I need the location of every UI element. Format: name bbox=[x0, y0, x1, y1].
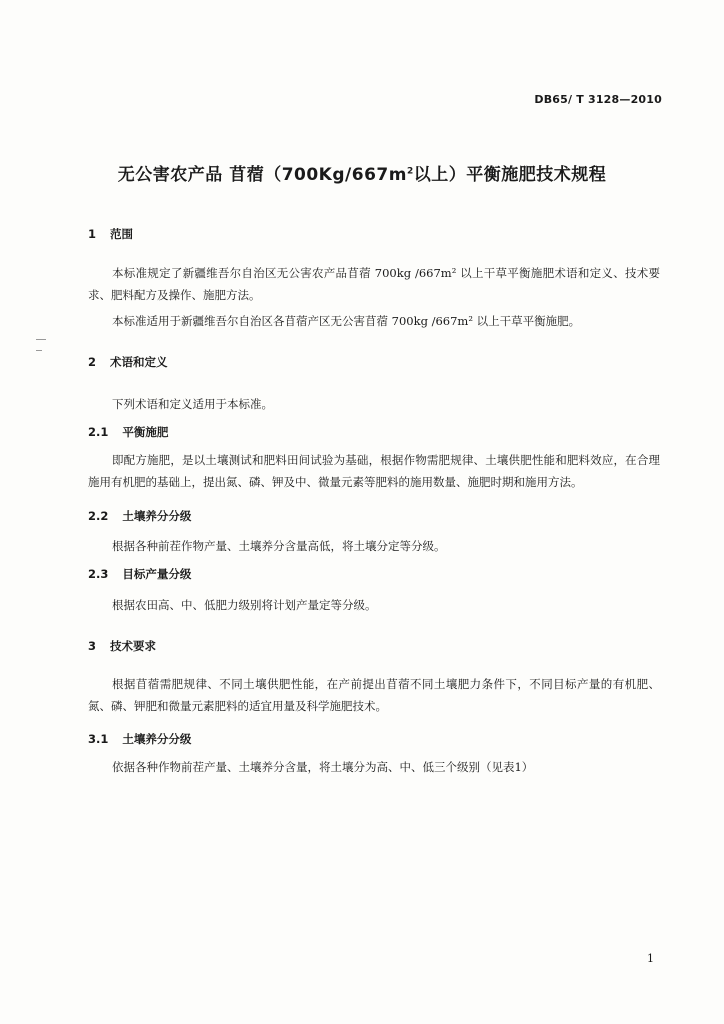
section-2-2-heading bbox=[88, 508, 191, 524]
section-title: 范围 bbox=[110, 227, 134, 241]
section-1-heading bbox=[88, 226, 133, 242]
section-2-intro: 下列术语和定义适用于本标准。 bbox=[112, 397, 273, 411]
section-1-paragraph-1: 本标准规定了新疆维吾尔自治区无公害农产品苜蓿 700kg /667m² 以上干草平衡施肥术语和定义、技术要求、肥料配方及操作、施肥方法。 bbox=[88, 266, 660, 302]
section-title: 土壤养分分级 bbox=[122, 509, 192, 523]
section-number: 3.1 bbox=[88, 732, 109, 746]
section-number: 3 bbox=[88, 639, 97, 653]
section-number: 2 bbox=[88, 355, 97, 369]
section-2-1-paragraph: 即配方施肥，是以土壤测试和肥料田间试验为基础，根据作物需肥规律、土壤供肥性能和肥料效应，在合理施用有机肥的基础上，提出氮、磷、钾及中、微量元素等肥料的施用数量、施肥时期和施用方法。 bbox=[88, 453, 660, 489]
section-2-2-paragraph: 根据各种前茬作物产量、土壤养分含量高低，将土壤分定等分级。 bbox=[112, 539, 446, 553]
standard-code: DB65/ T 3128—2010 bbox=[534, 93, 662, 106]
section-1-paragraph-2: 本标准适用于新疆维吾尔自治区各苜蓿产区无公害苜蓿 700kg /667m² 以上干草平衡施肥。 bbox=[112, 314, 581, 328]
section-3-paragraph: 根据苜蓿需肥规律、不同土壤供肥性能，在产前提出苜蓿不同土壤肥力条件下，不同目标产量的有机肥、氮、磷、钾肥和微量元素肥料的适宜用量及科学施肥技术。 bbox=[88, 677, 660, 713]
scan-mark bbox=[36, 339, 46, 340]
section-title: 术语和定义 bbox=[110, 355, 168, 369]
section-2-heading bbox=[88, 354, 168, 370]
title-suffix: 以上）平衡施肥技术规程 bbox=[413, 165, 607, 185]
section-2-3-heading bbox=[88, 566, 191, 582]
section-title: 土壤养分分级 bbox=[122, 732, 192, 746]
section-2-1-heading bbox=[88, 424, 168, 440]
section-number: 2.1 bbox=[88, 425, 109, 439]
section-title: 技术要求 bbox=[110, 639, 157, 653]
section-title: 平衡施肥 bbox=[122, 425, 169, 439]
section-3-1-paragraph: 依据各种作物前茬产量、土壤养分含量，将土壤分为高、中、低三个级别（见表1） bbox=[112, 760, 534, 774]
section-number: 2.2 bbox=[88, 509, 109, 523]
section-3-1-heading bbox=[88, 731, 191, 747]
section-2-3-paragraph: 根据农田高、中、低肥力级别将计划产量定等分级。 bbox=[112, 598, 377, 612]
section-number: 1 bbox=[88, 227, 97, 241]
scan-mark bbox=[36, 350, 42, 351]
section-3-heading bbox=[88, 638, 156, 654]
title-superscript: 2 bbox=[406, 166, 414, 177]
title-prefix: 无公害农产品 苜蓿（700Kg/667m bbox=[117, 165, 407, 185]
page-number: 1 bbox=[647, 952, 654, 965]
document-title bbox=[0, 160, 724, 185]
section-number: 2.3 bbox=[88, 567, 109, 581]
section-title: 目标产量分级 bbox=[122, 567, 192, 581]
